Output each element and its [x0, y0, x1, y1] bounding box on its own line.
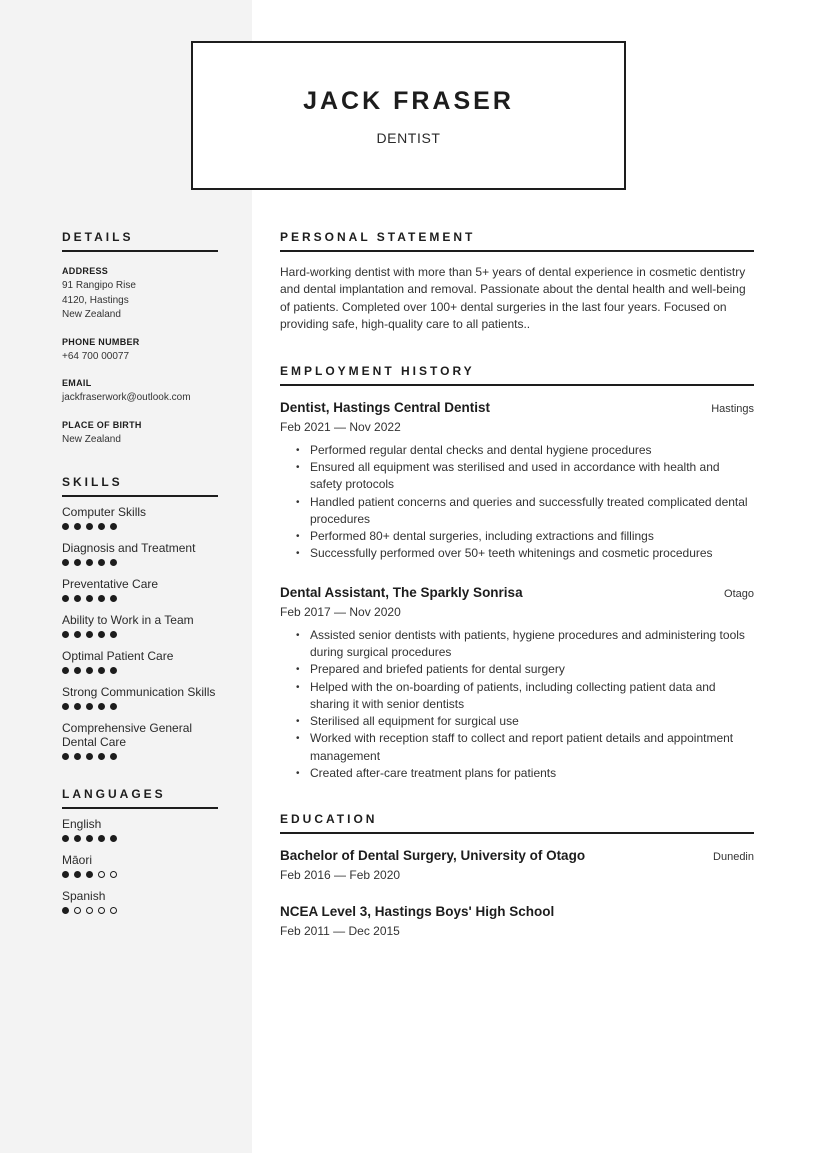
rating-dot-filled — [62, 753, 69, 760]
address-label: ADDRESS — [62, 266, 109, 276]
rating-dot-filled — [62, 835, 69, 842]
skill-item-name: Strong Communication Skills — [62, 685, 216, 699]
rating-dots — [62, 871, 218, 881]
rating-dot-filled — [86, 871, 93, 878]
birth-place-value: New Zealand — [62, 433, 121, 445]
rating-dot-filled — [86, 559, 93, 566]
rating-dot-filled — [98, 703, 105, 710]
education-dates: Feb 2011 — Dec 2015 — [280, 924, 400, 939]
rating-dot-filled — [74, 871, 81, 878]
rating-dot-filled — [74, 559, 81, 566]
rating-dot-filled — [86, 631, 93, 638]
job-bullet: • Ensured all equipment was sterilised and used in accordance with health and safety protocols — [296, 459, 754, 494]
education-dates: Feb 2016 — Feb 2020 — [280, 868, 401, 883]
rating-dots — [62, 835, 218, 845]
language-item-name: Spanish — [62, 889, 106, 903]
rating-dot-filled — [74, 523, 81, 530]
rating-dots — [62, 753, 218, 763]
rating-dots — [62, 595, 218, 605]
rating-dots — [62, 703, 218, 713]
rating-dot-filled — [86, 523, 93, 530]
main-content — [280, 230, 754, 938]
skill-item — [62, 613, 218, 641]
details-heading: DETAILS — [62, 230, 218, 252]
candidate-title: DENTIST — [376, 130, 441, 146]
skill-item — [62, 649, 218, 677]
skill-item-name: Preventative Care — [62, 577, 159, 591]
rating-dot-filled — [62, 667, 69, 674]
job-bullet: • Successfully performed over 50+ teeth whitenings and cosmetic procedures — [296, 545, 754, 562]
language-item — [62, 853, 218, 881]
education-title: NCEA Level 3, Hastings Boys' High School — [280, 904, 555, 920]
skill-item-name: Comprehensive General Dental Care — [62, 721, 193, 749]
job-bullet: • Sterilised all equipment for surgical use — [296, 713, 754, 730]
address-line: 4120, Hastings — [62, 294, 129, 306]
address-line: New Zealand — [62, 309, 121, 320]
rating-dot-filled — [74, 631, 81, 638]
skill-item — [62, 721, 218, 763]
job-bullet: • Created after-care treatment plans for patients — [296, 765, 754, 782]
language-item-name: English — [62, 817, 102, 831]
rating-dot-empty — [86, 907, 93, 914]
employment-history-heading: EMPLOYMENT HISTORY — [280, 364, 754, 386]
language-item — [62, 889, 218, 917]
rating-dot-filled — [110, 523, 117, 530]
rating-dot-filled — [62, 523, 69, 530]
skill-item-name: Ability to Work in a Team — [62, 613, 194, 627]
job-bullet: • Handled patient concerns and queries and successfully treated complicated dental procedures — [296, 494, 754, 529]
rating-dot-filled — [110, 631, 117, 638]
rating-dot-empty — [110, 907, 117, 914]
job-entry — [280, 400, 754, 563]
rating-dot-empty — [98, 907, 105, 914]
rating-dot-filled — [74, 703, 81, 710]
personal-statement-heading: PERSONAL STATEMENT — [280, 230, 754, 252]
job-header — [280, 400, 754, 415]
rating-dot-filled — [98, 835, 105, 842]
skill-item-name: Diagnosis and Treatment — [62, 541, 196, 555]
rating-dot-filled — [98, 523, 105, 530]
education-entry — [280, 848, 754, 882]
email-value[interactable]: jackfraserwork@outlook.com — [62, 392, 191, 403]
rating-dot-filled — [62, 595, 69, 602]
skill-item — [62, 577, 218, 605]
job-header — [280, 585, 754, 600]
jobs-list — [280, 400, 754, 783]
rating-dot-filled — [74, 667, 81, 674]
skills-list — [62, 505, 218, 763]
job-title: Dentist, Hastings Central Dentist — [280, 399, 491, 415]
education-location: Dunedin — [713, 851, 754, 864]
rating-dots — [62, 631, 218, 641]
email-label: EMAIL — [62, 378, 92, 388]
education-heading: EDUCATION — [280, 812, 754, 834]
sidebar — [62, 230, 218, 917]
job-dates: Feb 2021 — Nov 2022 — [280, 419, 401, 434]
skills-heading: SKILLS — [62, 475, 218, 497]
address-line: 91 Rangipo Rise — [62, 280, 136, 291]
education-header — [280, 904, 754, 919]
job-bullet: • Helped with the on-boarding of patients, including collecting patient data and sharing it with senior dentists — [296, 679, 754, 714]
rating-dot-filled — [110, 595, 117, 602]
rating-dot-filled — [110, 559, 117, 566]
job-bullet: • Performed regular dental checks and dental hygiene procedures — [296, 442, 754, 459]
job-bullet: • Performed 80+ dental surgeries, including extractions and fillings — [296, 528, 754, 545]
rating-dot-empty — [74, 907, 81, 914]
rating-dot-filled — [98, 595, 105, 602]
rating-dots — [62, 667, 218, 677]
rating-dot-filled — [86, 703, 93, 710]
language-item-name: Māori — [62, 853, 93, 867]
job-bullets — [296, 442, 754, 563]
job-bullet: • Assisted senior dentists with patients, hygiene procedures and administering tools during surgical procedures — [296, 627, 754, 662]
rating-dot-filled — [98, 753, 105, 760]
rating-dots — [62, 907, 218, 917]
languages-list — [62, 817, 218, 917]
rating-dot-empty — [98, 871, 105, 878]
job-bullets — [296, 627, 754, 783]
rating-dot-filled — [98, 631, 105, 638]
rating-dot-filled — [74, 753, 81, 760]
languages-heading: LANGUAGES — [62, 787, 218, 809]
skill-item — [62, 541, 218, 569]
rating-dot-filled — [86, 753, 93, 760]
education-list — [280, 848, 754, 938]
phone-value: +64 700 00077 — [62, 350, 130, 362]
rating-dot-filled — [110, 667, 117, 674]
skill-item-name: Computer Skills — [62, 505, 147, 519]
birth-place-label: PLACE OF BIRTH — [62, 419, 142, 430]
rating-dots — [62, 559, 218, 569]
personal-statement-text: Hard-working dentist with more than 5+ years of dental experience in cosmetic dentistry and dental implantation and removal. Passionate about the dental health and well-being of patients. Completed over 100+ dental surgeries in the last four years. Focused on providing safe, high-quality care to all patients.. — [280, 265, 746, 332]
job-entry — [280, 585, 754, 783]
rating-dot-filled — [62, 907, 69, 914]
rating-dot-filled — [74, 835, 81, 842]
name-header-box — [191, 41, 626, 190]
rating-dot-filled — [98, 559, 105, 566]
job-location: Otago — [724, 587, 754, 600]
rating-dot-filled — [62, 559, 69, 566]
job-title: Dental Assistant, The Sparkly Sonrisa — [280, 584, 523, 600]
education-entry — [280, 904, 754, 938]
rating-dot-filled — [98, 667, 105, 674]
job-bullet: • Worked with reception staff to collect and report patient details and appointment management — [296, 730, 754, 765]
skill-item — [62, 505, 218, 533]
language-item — [62, 817, 218, 845]
candidate-name: JACK FRASER — [303, 87, 514, 115]
education-header — [280, 848, 754, 863]
skill-item-name: Optimal Patient Care — [62, 649, 174, 663]
job-location: Hastings — [711, 402, 754, 415]
skill-item — [62, 685, 218, 713]
rating-dot-filled — [110, 703, 117, 710]
rating-dot-empty — [110, 871, 117, 878]
rating-dot-filled — [86, 835, 93, 842]
rating-dot-filled — [74, 595, 81, 602]
rating-dots — [62, 523, 218, 533]
rating-dot-filled — [86, 667, 93, 674]
rating-dot-filled — [110, 835, 117, 842]
rating-dot-filled — [110, 753, 117, 760]
rating-dot-filled — [62, 703, 69, 710]
phone-label: PHONE NUMBER — [62, 336, 140, 347]
rating-dot-filled — [62, 871, 69, 878]
rating-dot-filled — [62, 631, 69, 638]
education-title: Bachelor of Dental Surgery, University of Otago — [280, 848, 586, 864]
job-dates: Feb 2017 — Nov 2020 — [280, 604, 401, 619]
job-bullet: • Prepared and briefed patients for dental surgery — [296, 661, 754, 678]
rating-dot-filled — [86, 595, 93, 602]
